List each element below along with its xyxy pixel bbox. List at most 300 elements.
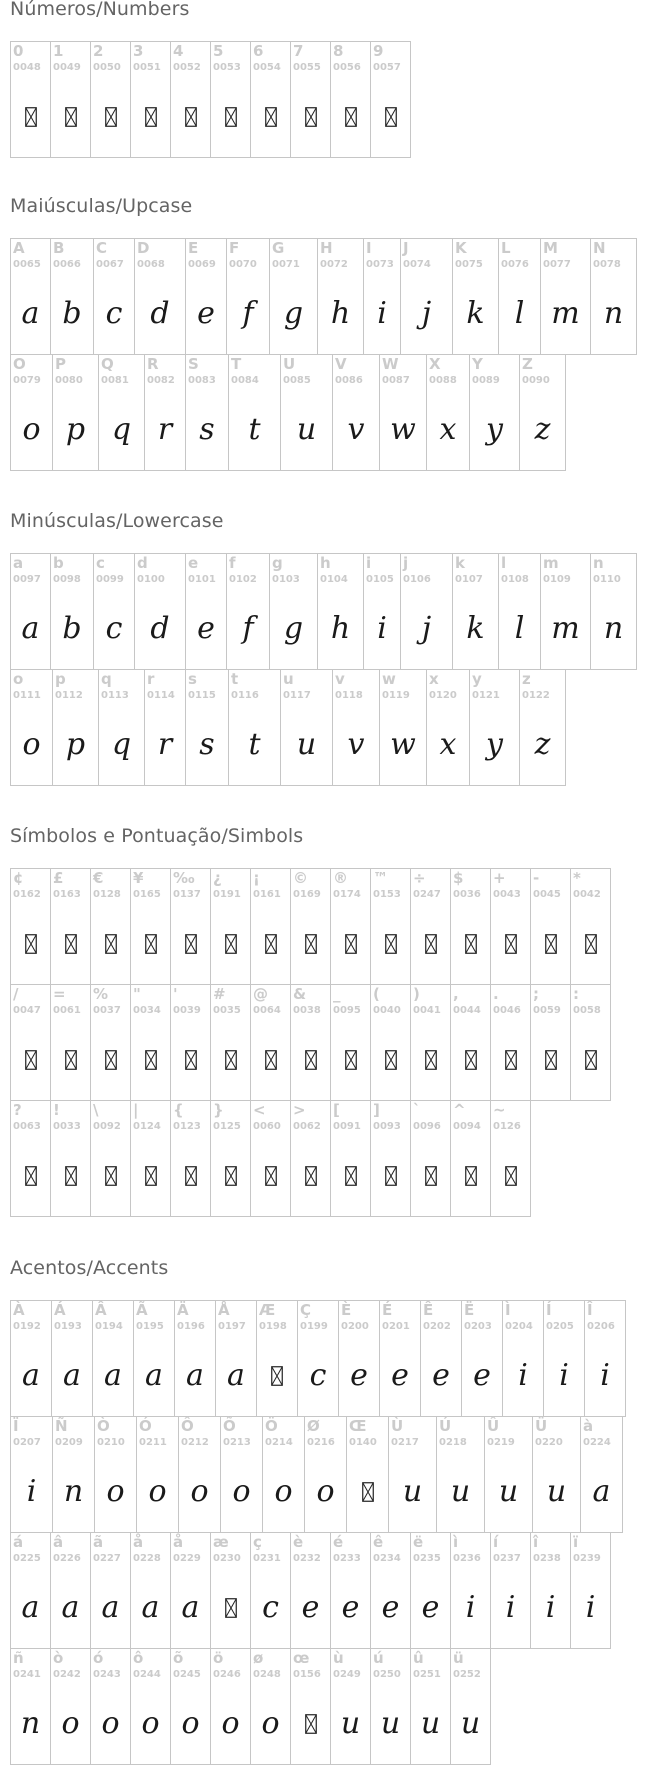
char-code: 0052 xyxy=(173,62,201,73)
char-code: 0111 xyxy=(13,690,41,701)
glyph-cell xyxy=(185,553,227,670)
glyph-cell xyxy=(590,553,637,670)
char-code: 0043 xyxy=(493,889,521,900)
char-label: Q xyxy=(101,355,114,373)
char-code: 0105 xyxy=(366,574,394,585)
char-label: ] xyxy=(373,1101,380,1119)
glyph-cell xyxy=(90,41,131,158)
char-label: Ï xyxy=(13,1417,19,1435)
char-label: O xyxy=(13,355,26,373)
char-label: 3 xyxy=(133,42,144,60)
glyph-cell xyxy=(50,1648,91,1765)
missing-glyph-icon xyxy=(491,1021,530,1098)
glyph-cell xyxy=(498,553,541,670)
char-label: Œ xyxy=(349,1417,367,1435)
glyph-cell xyxy=(290,1100,331,1217)
glyph-row xyxy=(10,1532,626,1649)
glyph-cell xyxy=(170,1532,211,1649)
glyph-cell xyxy=(370,1532,411,1649)
glyph-sample: e xyxy=(473,1357,491,1393)
char-label: ê xyxy=(373,1533,384,1551)
char-code: 0153 xyxy=(373,889,401,900)
char-code: 0050 xyxy=(93,62,121,73)
char-label: ø xyxy=(253,1649,264,1667)
missing-glyph-icon xyxy=(331,1021,370,1098)
char-code: 0230 xyxy=(213,1553,241,1564)
char-label: © xyxy=(293,869,308,887)
glyph-cell xyxy=(10,669,53,786)
char-code: 0106 xyxy=(403,574,431,585)
missing-glyph-icon xyxy=(571,905,610,982)
char-code: 0068 xyxy=(137,259,165,270)
missing-glyph-icon xyxy=(291,1685,330,1762)
char-label: ¡ xyxy=(253,869,260,887)
glyph-cell xyxy=(250,1532,291,1649)
glyph-sample: a xyxy=(101,1589,120,1625)
glyph-sample: a xyxy=(141,1589,160,1625)
missing-glyph-icon xyxy=(211,905,250,982)
missing-glyph-icon xyxy=(11,1137,50,1214)
char-label: l xyxy=(501,554,507,572)
char-code: 0074 xyxy=(403,259,431,270)
char-label: ¿ xyxy=(213,869,222,887)
glyph-cell xyxy=(346,1416,389,1533)
char-label: & xyxy=(293,985,307,1003)
glyph-row xyxy=(10,868,611,985)
glyph-sample: o xyxy=(274,1473,293,1509)
char-label: ~ xyxy=(493,1101,506,1119)
glyph-row xyxy=(10,354,637,471)
missing-glyph-icon xyxy=(11,78,50,155)
glyph-cell xyxy=(379,354,427,471)
glyph-sample: e xyxy=(391,1357,409,1393)
char-label: 9 xyxy=(373,42,384,60)
missing-glyph-icon xyxy=(91,1137,130,1214)
char-label: Á xyxy=(54,1301,66,1319)
glyph-cell xyxy=(90,1648,131,1765)
glyph-sample: b xyxy=(62,610,82,646)
glyph-row xyxy=(10,41,411,158)
char-code: 0107 xyxy=(455,574,483,585)
glyph-cell xyxy=(10,238,51,355)
char-label: ï xyxy=(573,1533,579,1551)
glyph-cell xyxy=(10,1416,53,1533)
char-code: 0191 xyxy=(213,889,241,900)
char-label: ù xyxy=(333,1649,344,1667)
glyph-sample: y xyxy=(486,411,503,447)
char-label: ã xyxy=(93,1533,104,1551)
char-label: - xyxy=(533,869,540,887)
glyph-cell xyxy=(90,1532,131,1649)
glyph-cell xyxy=(50,984,91,1101)
glyph-sample: k xyxy=(466,610,485,646)
char-label: 0 xyxy=(13,42,24,60)
char-code: 0060 xyxy=(253,1121,281,1132)
glyph-sample: c xyxy=(105,295,123,331)
glyph-cell xyxy=(10,1300,52,1417)
char-code: 0235 xyxy=(413,1553,441,1564)
missing-glyph-icon xyxy=(291,78,330,155)
char-label: ¢ xyxy=(13,869,24,887)
char-code: 0156 xyxy=(293,1669,321,1680)
glyph-sample: a xyxy=(21,610,40,646)
glyph-sample: r xyxy=(157,726,173,762)
glyph-cell xyxy=(210,41,251,158)
char-label: Ã xyxy=(136,1301,148,1319)
glyph-cell xyxy=(519,354,566,471)
char-code: 0163 xyxy=(53,889,81,900)
char-code: 0041 xyxy=(413,1005,441,1016)
char-label: ; xyxy=(533,985,539,1003)
glyph-cell xyxy=(280,354,333,471)
char-code: 0109 xyxy=(543,574,571,585)
glyph-cell xyxy=(52,669,99,786)
char-label: " xyxy=(133,985,141,1003)
char-label: õ xyxy=(173,1649,184,1667)
char-code: 0103 xyxy=(272,574,300,585)
char-label: % xyxy=(93,985,109,1003)
glyph-cell xyxy=(93,238,135,355)
char-label: Õ xyxy=(223,1417,236,1435)
char-label: r xyxy=(147,670,155,688)
char-label: x xyxy=(429,670,439,688)
char-code: 0248 xyxy=(253,1669,281,1680)
missing-glyph-icon xyxy=(571,1021,610,1098)
char-label: ó xyxy=(93,1649,104,1667)
char-label: ) xyxy=(413,985,420,1003)
char-label: B xyxy=(53,239,65,257)
glyph-cell xyxy=(262,1416,305,1533)
glyph-cell xyxy=(228,354,281,471)
char-code: 0101 xyxy=(188,574,216,585)
char-label: ¥ xyxy=(133,869,144,887)
missing-glyph-icon xyxy=(51,1137,90,1214)
char-label: æ xyxy=(213,1533,229,1551)
missing-glyph-icon xyxy=(171,1137,210,1214)
glyph-cell xyxy=(370,41,411,158)
char-code: 0246 xyxy=(213,1669,241,1680)
glyph-cell xyxy=(170,984,211,1101)
char-code: 0114 xyxy=(147,690,175,701)
glyph-cell xyxy=(317,238,364,355)
glyph-cell xyxy=(543,1300,585,1417)
glyph-cell xyxy=(410,868,451,985)
glyph-sample: g xyxy=(283,295,304,331)
char-code: 0066 xyxy=(53,259,81,270)
char-code: 0241 xyxy=(13,1669,41,1680)
char-label: £ xyxy=(53,869,64,887)
glyph-sample: x xyxy=(439,726,457,762)
glyph-cell xyxy=(269,238,318,355)
glyph-cell xyxy=(584,1300,626,1417)
char-label: À xyxy=(13,1301,25,1319)
char-label: \ xyxy=(93,1101,99,1119)
glyph-sample: i xyxy=(377,295,387,331)
char-code: 0091 xyxy=(333,1121,361,1132)
glyph-cell xyxy=(498,238,541,355)
glyph-cell xyxy=(144,669,186,786)
glyph-cell xyxy=(410,1532,451,1649)
char-label: k xyxy=(455,554,465,572)
glyph-sample: e xyxy=(432,1357,450,1393)
glyph-cell xyxy=(10,1648,51,1765)
missing-glyph-icon xyxy=(451,1137,490,1214)
char-code: 0065 xyxy=(13,259,41,270)
char-code: 0085 xyxy=(283,375,311,386)
char-label: b xyxy=(53,554,64,572)
char-label: ' xyxy=(173,985,178,1003)
char-code: 0162 xyxy=(13,889,41,900)
glyph-sample: m xyxy=(551,295,580,331)
missing-glyph-icon xyxy=(371,1021,410,1098)
char-label: â xyxy=(53,1533,64,1551)
char-code: 0070 xyxy=(229,259,257,270)
glyph-sample: a xyxy=(186,1357,204,1393)
glyph-cell xyxy=(210,984,251,1101)
char-label: G xyxy=(272,239,285,257)
glyph-cell xyxy=(269,553,318,670)
missing-glyph-icon xyxy=(211,78,250,155)
char-label: T xyxy=(231,355,242,373)
glyph-cell xyxy=(10,553,51,670)
glyph-cell xyxy=(332,669,380,786)
missing-glyph-icon xyxy=(491,905,530,982)
glyph-sample: m xyxy=(551,610,580,646)
glyph-sample: u xyxy=(546,1473,567,1509)
glyph-cell xyxy=(338,1300,380,1417)
char-label: t xyxy=(231,670,239,688)
char-label: 6 xyxy=(253,42,264,60)
glyph-cell xyxy=(436,1416,485,1533)
glyph-sample: z xyxy=(534,411,551,447)
glyph-cell xyxy=(317,553,364,670)
glyph-cell xyxy=(426,354,470,471)
glyph-grid-accents xyxy=(10,1300,626,1765)
char-label: Y xyxy=(472,355,483,373)
glyph-cell xyxy=(330,1648,371,1765)
char-label: . xyxy=(493,985,499,1003)
glyph-sample: u xyxy=(498,1473,519,1509)
char-code: 0251 xyxy=(413,1669,441,1680)
glyph-cell xyxy=(144,354,186,471)
char-code: 0059 xyxy=(533,1005,561,1016)
glyph-sample: y xyxy=(486,726,503,762)
glyph-cell xyxy=(134,238,186,355)
glyph-sample: c xyxy=(309,1357,327,1393)
glyph-sample: q xyxy=(111,411,132,447)
char-code: 0199 xyxy=(300,1321,328,1332)
char-label: ‰ xyxy=(173,869,195,887)
glyph-cell xyxy=(92,1300,134,1417)
char-label: q xyxy=(101,670,112,688)
glyph-cell xyxy=(370,1648,411,1765)
glyph-cell xyxy=(250,1648,291,1765)
char-label: / xyxy=(13,985,19,1003)
glyph-sample: o xyxy=(148,1473,167,1509)
glyph-cell xyxy=(570,1532,611,1649)
glyph-sample: o xyxy=(106,1473,125,1509)
char-code: 0196 xyxy=(177,1321,205,1332)
glyph-cell xyxy=(410,984,451,1101)
char-code: 0072 xyxy=(320,259,348,270)
char-code: 0161 xyxy=(253,889,281,900)
glyph-cell xyxy=(90,1100,131,1217)
char-label: ò xyxy=(53,1649,64,1667)
char-label: ( xyxy=(373,985,380,1003)
char-code: 0044 xyxy=(453,1005,481,1016)
glyph-sample: u xyxy=(296,411,317,447)
char-label: $ xyxy=(453,869,464,887)
char-code: 0054 xyxy=(253,62,281,73)
char-code: 0057 xyxy=(373,62,401,73)
glyph-sample: o xyxy=(181,1705,200,1741)
char-code: 0224 xyxy=(583,1437,611,1448)
glyph-cell xyxy=(250,984,291,1101)
glyph-cell xyxy=(452,553,499,670)
char-label: 2 xyxy=(93,42,104,60)
glyph-cell xyxy=(98,354,145,471)
glyph-cell xyxy=(210,1648,251,1765)
glyph-sample: u xyxy=(296,726,317,762)
char-code: 0227 xyxy=(93,1553,121,1564)
char-code: 0239 xyxy=(573,1553,601,1564)
glyph-sample: o xyxy=(101,1705,120,1741)
glyph-cell xyxy=(226,553,270,670)
glyph-sample: a xyxy=(227,1357,245,1393)
missing-glyph-icon xyxy=(251,78,290,155)
char-label: _ xyxy=(333,985,341,1003)
char-label: è xyxy=(293,1533,304,1551)
char-code: 0088 xyxy=(429,375,457,386)
glyph-grid-lowercase xyxy=(10,553,637,786)
missing-glyph-icon xyxy=(251,905,290,982)
glyph-sample: a xyxy=(104,1357,122,1393)
glyph-cell xyxy=(461,1300,503,1417)
missing-glyph-icon xyxy=(91,78,130,155)
char-label: | xyxy=(133,1101,139,1119)
char-code: 0217 xyxy=(391,1437,419,1448)
char-label: Z xyxy=(522,355,533,373)
glyph-cell xyxy=(530,1532,571,1649)
glyph-sample: f xyxy=(242,610,254,646)
glyph-grid-symbols xyxy=(10,868,611,1217)
glyph-cell xyxy=(185,238,227,355)
char-label: É xyxy=(382,1301,393,1319)
char-code: 0110 xyxy=(593,574,621,585)
glyph-sample: x xyxy=(439,411,457,447)
missing-glyph-icon xyxy=(11,1021,50,1098)
char-code: 0045 xyxy=(533,889,561,900)
char-label: d xyxy=(137,554,148,572)
glyph-cell xyxy=(290,1648,331,1765)
char-label: œ xyxy=(293,1649,310,1667)
glyph-cell xyxy=(290,41,331,158)
char-label: ü xyxy=(453,1649,464,1667)
glyph-cell xyxy=(50,41,91,158)
glyph-sample: o xyxy=(141,1705,160,1741)
glyph-cell xyxy=(10,984,51,1101)
char-label: E xyxy=(188,239,199,257)
char-label: 8 xyxy=(333,42,344,60)
char-code: 0053 xyxy=(213,62,241,73)
glyph-sample: u xyxy=(450,1473,471,1509)
missing-glyph-icon xyxy=(51,1021,90,1098)
glyph-sample: e xyxy=(301,1589,320,1625)
glyph-cell xyxy=(170,1100,211,1217)
glyph-cell xyxy=(130,41,171,158)
glyph-cell xyxy=(90,984,131,1101)
glyph-cell xyxy=(52,354,99,471)
char-code: 0250 xyxy=(373,1669,401,1680)
glyph-cell xyxy=(530,984,571,1101)
glyph-cell xyxy=(452,238,499,355)
section-title-accents: Acentos/Accents xyxy=(10,1257,169,1279)
missing-glyph-icon xyxy=(211,1137,250,1214)
char-label: S xyxy=(188,355,199,373)
char-label: ô xyxy=(133,1649,144,1667)
missing-glyph-icon xyxy=(11,905,50,982)
char-label: F xyxy=(229,239,240,257)
glyph-cell xyxy=(410,1100,451,1217)
glyph-cell xyxy=(10,41,51,158)
missing-glyph-icon xyxy=(131,905,170,982)
char-code: 0247 xyxy=(413,889,441,900)
char-label: a xyxy=(13,554,24,572)
glyph-cell xyxy=(170,868,211,985)
char-code: 0077 xyxy=(543,259,571,270)
char-code: 0213 xyxy=(223,1437,251,1448)
glyph-sample: h xyxy=(330,295,351,331)
glyph-cell xyxy=(450,1100,491,1217)
missing-glyph-icon xyxy=(291,1021,330,1098)
char-label: I xyxy=(366,239,372,257)
char-code: 0058 xyxy=(573,1005,601,1016)
glyph-sample: r xyxy=(157,411,173,447)
glyph-sample: a xyxy=(61,1589,80,1625)
char-label: p xyxy=(55,670,66,688)
glyph-cell xyxy=(10,354,53,471)
glyph-cell xyxy=(570,868,611,985)
glyph-cell xyxy=(400,553,453,670)
glyph-cell xyxy=(370,1100,411,1217)
char-label: € xyxy=(93,869,104,887)
char-label: ® xyxy=(333,869,348,887)
char-label: ` xyxy=(413,1101,421,1119)
glyph-sample: i xyxy=(545,1589,556,1625)
char-code: 0042 xyxy=(573,889,601,900)
glyph-cell xyxy=(484,1416,533,1533)
glyph-sample: a xyxy=(21,1589,40,1625)
char-code: 0207 xyxy=(13,1437,41,1448)
char-code: 0046 xyxy=(493,1005,521,1016)
missing-glyph-icon xyxy=(171,905,210,982)
char-code: 0098 xyxy=(53,574,81,585)
glyph-sample: o xyxy=(22,726,41,762)
glyph-cell xyxy=(210,1532,251,1649)
missing-glyph-icon xyxy=(371,78,410,155)
glyph-sample: p xyxy=(65,411,86,447)
char-code: 0128 xyxy=(93,889,121,900)
section-title-symbols: Símbolos e Pontuação/Simbols xyxy=(10,825,304,847)
glyph-sample: o xyxy=(61,1705,80,1741)
missing-glyph-icon xyxy=(211,1021,250,1098)
char-code: 0212 xyxy=(181,1437,209,1448)
char-code: 0055 xyxy=(293,62,321,73)
char-label: U xyxy=(283,355,296,373)
missing-glyph-icon xyxy=(411,905,450,982)
char-code: 0216 xyxy=(307,1437,335,1448)
char-label: 1 xyxy=(53,42,64,60)
